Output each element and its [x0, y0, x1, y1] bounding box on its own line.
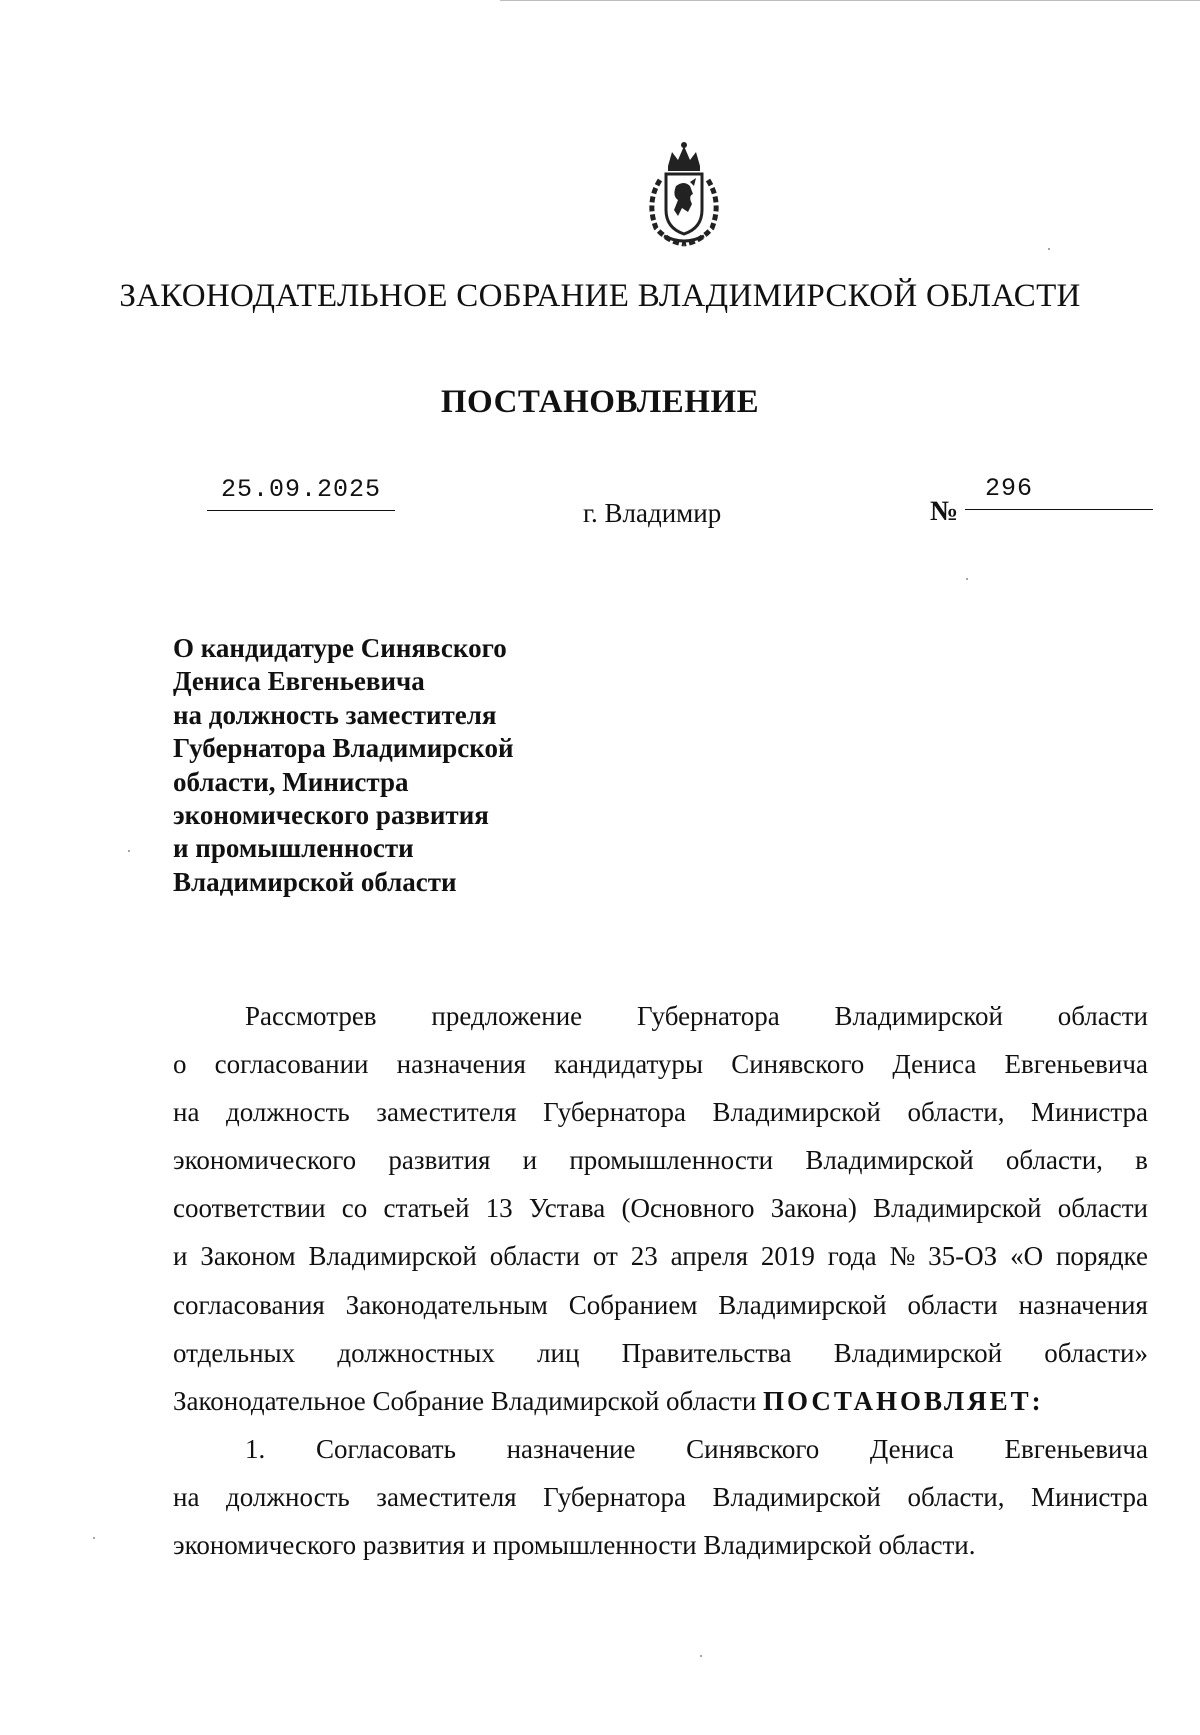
word: (Основного [621, 1193, 755, 1224]
word: Устава [528, 1193, 606, 1224]
word: Евгеньевича [1004, 1049, 1148, 1080]
document-number-label: № [930, 496, 959, 527]
word: Законодательным [345, 1289, 548, 1320]
subject-line: экономического развития [173, 800, 489, 831]
item-1 [173, 1425, 1148, 1521]
word: и [173, 1241, 188, 1272]
document-type: ПОСТАНОВЛЕНИЕ [440, 384, 760, 420]
word: Законом [200, 1241, 296, 1272]
word: Министра [1031, 1097, 1148, 1128]
scan-speck [128, 850, 130, 852]
decree-line-text: Законодательное Собрание Владимирской области [173, 1385, 764, 1416]
word: порядке [1055, 1241, 1148, 1272]
word: назначение [506, 1433, 636, 1464]
scan-speck [700, 1655, 702, 1657]
word: статьей [383, 1193, 470, 1224]
document-subject [173, 632, 573, 899]
word: Губернатора [543, 1481, 686, 1512]
word: области, [907, 1481, 1005, 1512]
word: предложение [431, 1001, 583, 1031]
subject-line: и промышленности [173, 833, 414, 864]
word: назначения [396, 1049, 526, 1080]
scan-speck [93, 1537, 95, 1539]
text-line [173, 1184, 1148, 1232]
word: со [341, 1193, 368, 1224]
text-line [173, 1281, 1148, 1329]
word: области [1057, 1193, 1148, 1224]
word: кандидатуры [554, 1049, 704, 1080]
word: области» [1044, 1337, 1148, 1368]
word: Губернатора [543, 1097, 686, 1128]
subject-line: Губернатора Владимирской [173, 733, 514, 764]
word: Владимирской [805, 1145, 974, 1176]
word: года [827, 1241, 877, 1272]
document-city: г. Владимир [583, 498, 722, 528]
word: 35-ОЗ [928, 1241, 998, 1272]
word: Владимирской [712, 1481, 881, 1512]
word: должностных [337, 1337, 495, 1368]
text-line [173, 1329, 1148, 1377]
word: Синявского [731, 1049, 865, 1080]
word: Дениса [869, 1433, 954, 1464]
word: отдельных [173, 1337, 296, 1368]
subject-line: Дениса Евгеньевича [173, 666, 425, 697]
word: Министра [1031, 1481, 1148, 1512]
word: на [173, 1481, 200, 1512]
word: 13 [485, 1193, 513, 1224]
word: 1. [245, 1433, 266, 1464]
preamble [173, 992, 1148, 1377]
document-body [173, 992, 1148, 1569]
word: соответствии [173, 1193, 326, 1224]
word: 2019 [760, 1241, 815, 1272]
word: Рассмотрев [245, 1001, 377, 1031]
text-line [173, 1473, 1148, 1521]
word: Владимирской [718, 1289, 887, 1320]
word: апреля [670, 1241, 749, 1272]
word: должность [226, 1481, 350, 1512]
subject-line: О кандидатуре Синявского [173, 633, 507, 663]
word: области [1057, 1001, 1148, 1031]
word: в [1135, 1145, 1148, 1176]
subject-line: Владимирской области [173, 866, 457, 897]
word: Владимирской [834, 1001, 1003, 1031]
word: назначения [1018, 1289, 1148, 1320]
subject-line: области, Министра [173, 766, 409, 797]
word: Закона) [770, 1193, 857, 1224]
word: промышленности [569, 1145, 774, 1176]
text-line [173, 1040, 1148, 1088]
text-line [173, 1232, 1148, 1280]
document-number-field [965, 474, 1153, 510]
word: «О [1010, 1241, 1044, 1272]
word: согласовании [214, 1049, 369, 1080]
decree-line [173, 1377, 1148, 1425]
word: лиц [537, 1337, 580, 1368]
word: Владимирской [873, 1193, 1042, 1224]
scan-edge-line [500, 0, 1200, 1]
word: области, [1005, 1145, 1103, 1176]
word: Владимирской [833, 1337, 1003, 1368]
subject-line: на должность заместителя [173, 699, 497, 730]
word: Евгеньевича [1004, 1433, 1148, 1464]
word: № [889, 1241, 916, 1272]
word: Согласовать [315, 1433, 456, 1464]
document-number: 296 [984, 474, 1033, 503]
decree-word: ПОСТАНОВЛЯЕТ: [763, 1385, 1044, 1416]
word: и [522, 1145, 538, 1176]
word: области [907, 1289, 998, 1320]
text-line [173, 1425, 1148, 1473]
word: области, [907, 1097, 1005, 1128]
word: Собранием [568, 1289, 698, 1320]
text-line [173, 1088, 1148, 1136]
document-date: 25.09.2025 [207, 475, 395, 511]
word: Правительства [621, 1337, 792, 1368]
word: заместителя [376, 1097, 517, 1128]
scan-speck [966, 578, 968, 580]
coat-of-arms-icon [638, 140, 730, 248]
word: Дениса [892, 1049, 977, 1080]
word: Синявского [686, 1433, 820, 1464]
word: Владимирской [308, 1241, 477, 1272]
text-line [173, 992, 1148, 1040]
word: развития [388, 1145, 491, 1176]
word: должность [226, 1097, 350, 1128]
word: экономического [173, 1145, 357, 1176]
word: о [173, 1049, 187, 1080]
word: 23 [630, 1241, 658, 1272]
word: области [489, 1241, 580, 1272]
word: согласования [173, 1289, 325, 1320]
word: на [173, 1097, 200, 1128]
word: Владимирской [712, 1097, 881, 1128]
text-line [173, 1136, 1148, 1184]
organization-name: ЗАКОНОДАТЕЛЬНОЕ СОБРАНИЕ ВЛАДИМИРСКОЙ ОБЛАСТИ [119, 278, 1081, 314]
word: заместителя [376, 1481, 517, 1512]
scan-speck [1048, 248, 1050, 250]
item-1-last-line: экономического развития и промышленности Владимирской области. [173, 1530, 976, 1561]
word: Губернатора [636, 1001, 780, 1031]
word: от [592, 1241, 618, 1272]
